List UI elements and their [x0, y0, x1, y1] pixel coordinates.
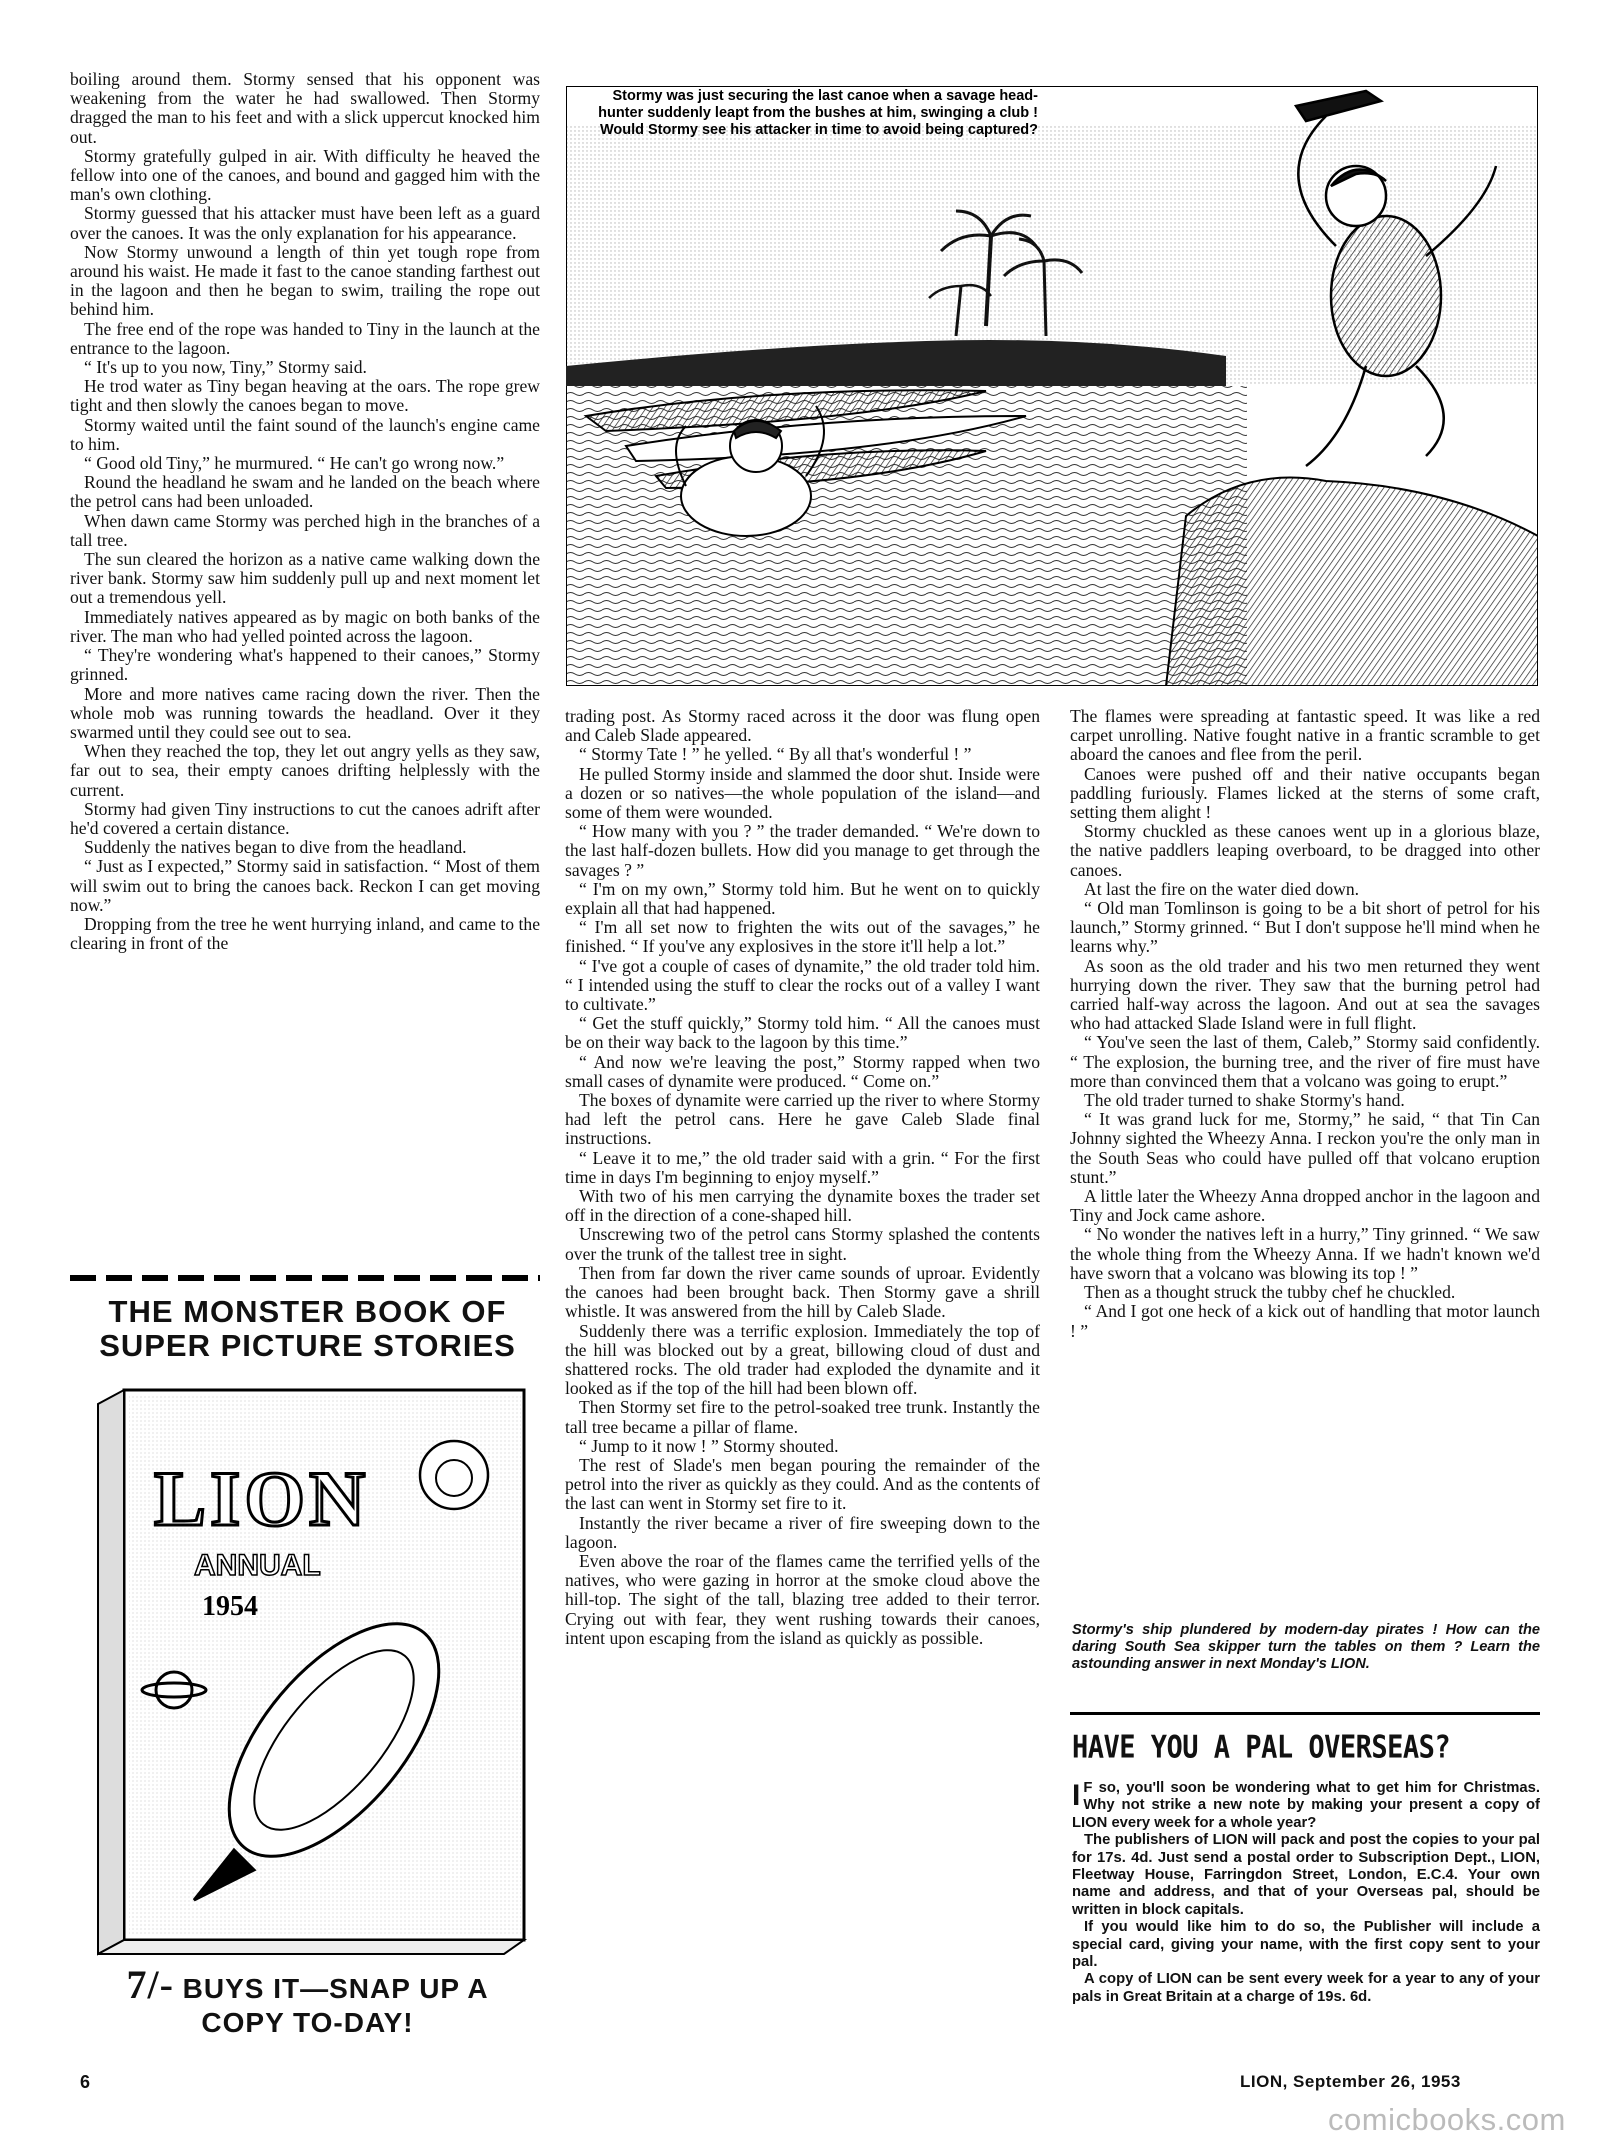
pal-paragraph-1: F so, you'll soon be wondering what to get him for Christmas. Why not strike a new note by making your present a copy of LION every week for a whole year?	[1072, 1780, 1540, 1831]
story-paragraph: Stormy gratefully gulped in air. With difficulty he heaved the fellow into one of the canoes, and bound and gagged him with the man's own clothing.	[70, 145, 540, 205]
story-paragraph: At last the fire on the water died down.	[1084, 878, 1360, 899]
story-paragraph: Stormy chuckled as these canoes went up in a glorious blaze, the native paddlers leaping overboard, to be dragged into other canoes.	[1070, 821, 1540, 880]
pal-paragraph-4: A copy of LION can be sent every week for a year to any of your pals in Great Britain at a charge of 19s. 6d.	[1072, 1971, 1540, 2005]
story-paragraph: Round the headland he swam and he landed on the beach where the petrol cans had been unloaded.	[70, 472, 540, 512]
story-column-2	[565, 707, 1040, 1648]
book-title: LION	[154, 1455, 370, 1542]
story-paragraph: boiling around them. Stormy sensed that his opponent was weakening from the water he had swallowed. Then Stormy dragged the man to his feet and with a slick uppercut knocked him out.	[70, 69, 540, 147]
story-paragraph: Unscrewing two of the petrol cans Stormy splashed the contents over the trunk of the tallest tree in sight.	[565, 1224, 1040, 1264]
story-paragraph: “ Stormy Tate ! ” he yelled. “ By all that's wonderful ! ”	[579, 744, 972, 765]
annual-ad-title	[70, 1295, 545, 1363]
illustration-caption: Stormy was just securing the last canoe when a savage head-hunter suddenly leapt from the bushes at him, swinging a club ! Would Stormy see his attacker in time to avoid being captured?	[598, 88, 1038, 138]
story-paragraph: Suddenly the natives began to dive from the headland.	[84, 837, 467, 858]
ad-cta-line-1: BUYS IT—SNAP UP A	[182, 1973, 489, 2004]
ad-price: 7/-	[126, 1962, 174, 2007]
ad-cta-line-2: COPY TO-DAY!	[201, 2007, 414, 2038]
story-paragraph: “ They're wondering what's happened to their canoes,” Stormy grinned.	[70, 645, 540, 685]
story-paragraph: Stormy guessed that his attacker must have been left as a guard over the canoes. It was the only explanation for his appearance.	[70, 203, 540, 243]
story-paragraph: With two of his men carrying the dynamite boxes the trader set off in the direction of a cone-shaped hill.	[565, 1186, 1040, 1226]
pal-paragraph-2: The publishers of LION will pack and post the copies to your pal for 17s. 4d. Just send a postal order to Subscription Dept., LION, Fleetway House, Farringdon Street, London, E.C.4. Your own name and address, and that of your Overseas pal, should be written in block capitals.	[1072, 1832, 1540, 1918]
story-column-1	[70, 70, 540, 953]
story-paragraph: The rest of Slade's men began pouring the remainder of the petrol into the river as quickly as they could. And as the contents of the last can went in Stormy set fire to it.	[565, 1454, 1040, 1514]
story-column-3	[1070, 707, 1540, 1341]
story-paragraph: The sun cleared the horizon as a native came walking down the river bank. Stormy saw him suddenly pull up and next moment let out a tremendous yell.	[70, 549, 540, 608]
story-paragraph: “ No wonder the natives left in a hurry,” Tiny grinned. “ We saw the whole thing from the Wheezy Anna. If we hadn't known we'd have sworn that a volcano was blowing its top ! ”	[1070, 1224, 1540, 1283]
pal-overseas-body	[1072, 1780, 1540, 2006]
story-paragraph: Canoes were pushed off and their native occupants began paddling furiously. Flames licked at the sterns of some craft, setting them alight !	[1070, 763, 1540, 823]
book-subtitle: ANNUAL	[194, 1549, 321, 1582]
story-paragraph: Suddenly there was a terrific explosion. Immediately the top of the hill was blocked out by a great, billowing cloud of dust and shattered rocks. The old trader had exploded the dynamite and it looked as if the top of the hill had been blown off.	[565, 1320, 1040, 1399]
story-paragraph: Stormy had given Tiny instructions to cut the canoes adrift after he'd covered a certain distance.	[70, 798, 540, 838]
story-paragraph: “ It's up to you now, Tiny,” Stormy said.	[84, 357, 367, 378]
issue-footer: LION, September 26, 1953	[1240, 2072, 1461, 2091]
story-paragraph: When dawn came Stormy was perched high in the branches of a tall tree.	[70, 510, 540, 550]
story-paragraph: “ Leave it to me,” the old trader said with a grin. “ For the first time in days I'm beginning to enjoy myself.”	[565, 1147, 1040, 1187]
story-paragraph: Then from far down the river came sounds of uproar. Evidently the canoes had been brought back. Then Stormy gave a shrill whistle. It was answered from the hill by Caleb Slade.	[565, 1262, 1040, 1322]
page-number: 6	[80, 2072, 91, 2092]
next-week-teaser: Stormy's ship plundered by modern-day pirates ! How can the daring South Sea skipper turn the tables on them ? Learn the astounding answer in next Monday's LION.	[1072, 1622, 1540, 1672]
story-paragraph: The old trader turned to shake Stormy's hand.	[1084, 1090, 1405, 1111]
story-paragraph: “ And now we're leaving the post,” Stormy rapped when two small cases of dynamite were produced. “ Come on.”	[565, 1051, 1040, 1091]
story-paragraph: Even above the roar of the flames came the terrified yells of the natives, who were gazing in horror at the smoke cloud above the hill-top. The sight of the tall, blazing tree added to their terror. Crying out with fear, they went rushing towards their canoes, intent upon escaping from the island as quickly as possible.	[565, 1550, 1040, 1648]
story-paragraph: “ I'm all set now to frighten the wits out of the savages,” he finished. “ If you've any explosives in the store it'll help a lot.”	[565, 917, 1040, 957]
lion-annual-book[interactable]	[84, 1380, 539, 1960]
story-paragraph: “ You've seen the last of them, Caleb,” Stormy said confidently. “ The explosion, the burning tree, and the river of fire must have more than convinced them that a volcano was going to erupt.”	[1070, 1032, 1540, 1091]
story-paragraph: “ Get the stuff quickly,” Stormy told him. “ All the canoes must be on their way back to the lagoon by this time.”	[565, 1013, 1040, 1053]
lion-head-icon	[420, 1441, 488, 1509]
story-paragraph: Then as a thought struck the tubby chef he chuckled.	[1084, 1282, 1456, 1303]
ad-title-line-1: THE MONSTER BOOK OF	[108, 1294, 507, 1329]
pal-paragraph-3: If you would like him to do so, the Publisher will include a special card, giving your name, with the first copy sent to your pal.	[1072, 1919, 1540, 1971]
story-paragraph: “ Jump to it now ! ” Stormy shouted.	[579, 1435, 839, 1456]
story-paragraph: “ I'm on my own,” Stormy told him. But he went on to quickly explain all that had happened.	[565, 878, 1040, 919]
ad-title-line-2: SUPER PICTURE STORIES	[99, 1328, 516, 1363]
story-paragraph: “ It was grand luck for me, Stormy,” he said, “ that Tin Can Johnny sighted the Wheezy Anna. I reckon you're the only man in the South Seas who could have pulled off that volcano eruption stunt.”	[1070, 1109, 1540, 1187]
story-paragraph: Immediately natives appeared as by magic on both banks of the river. The man who had yelled pointed across the lagoon.	[70, 606, 540, 646]
story-paragraph: A little later the Wheezy Anna dropped anchor in the lagoon and Tiny and Jock came ashore.	[1070, 1186, 1540, 1226]
story-paragraph: “ How many with you ? ” the trader demanded. “ We're down to the last half-dozen bullets. How did you manage to get through the savages ? ”	[565, 821, 1040, 880]
pal-overseas-heading: HAVE YOU A PAL OVERSEAS?	[1072, 1730, 1451, 1766]
ad-divider	[70, 1275, 540, 1281]
story-paragraph: “ I've got a couple of cases of dynamite,” the old trader told him. “ I intended using the stuff to clear the rocks out of a valley I want to cultivate.”	[565, 955, 1040, 1015]
story-paragraph: “ Old man Tomlinson is going to be a bit short of petrol for his launch,” Stormy grinned. “ But I don't suppose he'll mind when he learns why.”	[1070, 898, 1540, 957]
story-paragraph: “ Just as I expected,” Stormy said in satisfaction. “ Most of them will swim out to bring the canoes back. Reckon I can get moving now.”	[70, 856, 540, 915]
drop-cap: I	[1072, 1779, 1081, 1812]
story-paragraph: Then Stormy set fire to the petrol-soaked tree trunk. Instantly the tall tree became a pillar of flame.	[565, 1397, 1040, 1437]
book-year: 1954	[202, 1591, 258, 1622]
story-paragraph: Dropping from the tree he went hurrying inland, and came to the clearing in front of the	[70, 913, 540, 954]
story-paragraph: More and more natives came racing down the river. Then the whole mob was running towards the headland. Over it they swarmed until they could see out to sea.	[70, 683, 540, 742]
story-paragraph: He trod water as Tiny began heaving at the oars. The rope grew tight and then slowly the canoes began to move.	[70, 376, 540, 416]
story-paragraph: He pulled Stormy inside and slammed the door shut. Inside were a dozen or so natives—the whole population of the island—and some of them were wounded.	[565, 763, 1040, 823]
story-paragraph: Instantly the river became a river of fire sweeping down to the lagoon.	[565, 1512, 1040, 1552]
story-paragraph: The boxes of dynamite were carried up the river to where Stormy had left the petrol cans. Here he gave Caleb Slade final instructions.	[565, 1090, 1040, 1149]
story-paragraph: Now Stormy unwound a length of thin yet tough rope from around his waist. He made it fast to the canoe standing farthest out in the lagoon and then he began to swim, trailing the rope out behind him.	[70, 241, 540, 320]
story-paragraph: When they reached the top, they let out angry yells as they saw, far out to sea, their empty canoes drifting helplessly with the current.	[70, 741, 540, 800]
story-paragraph: The free end of the rope was handed to Tiny in the launch at the entrance to the lagoon.	[70, 318, 540, 358]
story-paragraph: trading post. As Stormy raced across it the door was flung open and Caleb Slade appeared.	[565, 706, 1040, 746]
story-paragraph: Stormy waited until the faint sound of the launch's engine came to him.	[70, 414, 540, 454]
section-rule	[1070, 1712, 1540, 1715]
story-paragraph: “ And I got one heck of a kick out of handling that motor launch ! ”	[1070, 1301, 1540, 1341]
story-illustration	[566, 86, 1538, 686]
story-paragraph: The flames were spreading at fantastic speed. It was like a red carpet unrolling. Native fought native in a frantic scramble to get aboard the canoes and flee from the peril.	[1070, 706, 1540, 765]
annual-ad-cta[interactable]	[70, 1962, 545, 2040]
story-paragraph: As soon as the old trader and his two men returned they went hurrying down the river. They saw that the burning petrol had carried half-way across the lagoon. And out at sea the savages who had attacked Slade Island were in full flight.	[1070, 955, 1540, 1034]
story-paragraph: “ Good old Tiny,” he murmured. “ He can't go wrong now.”	[84, 453, 505, 474]
site-watermark: comicbooks.com	[1328, 2102, 1566, 2137]
